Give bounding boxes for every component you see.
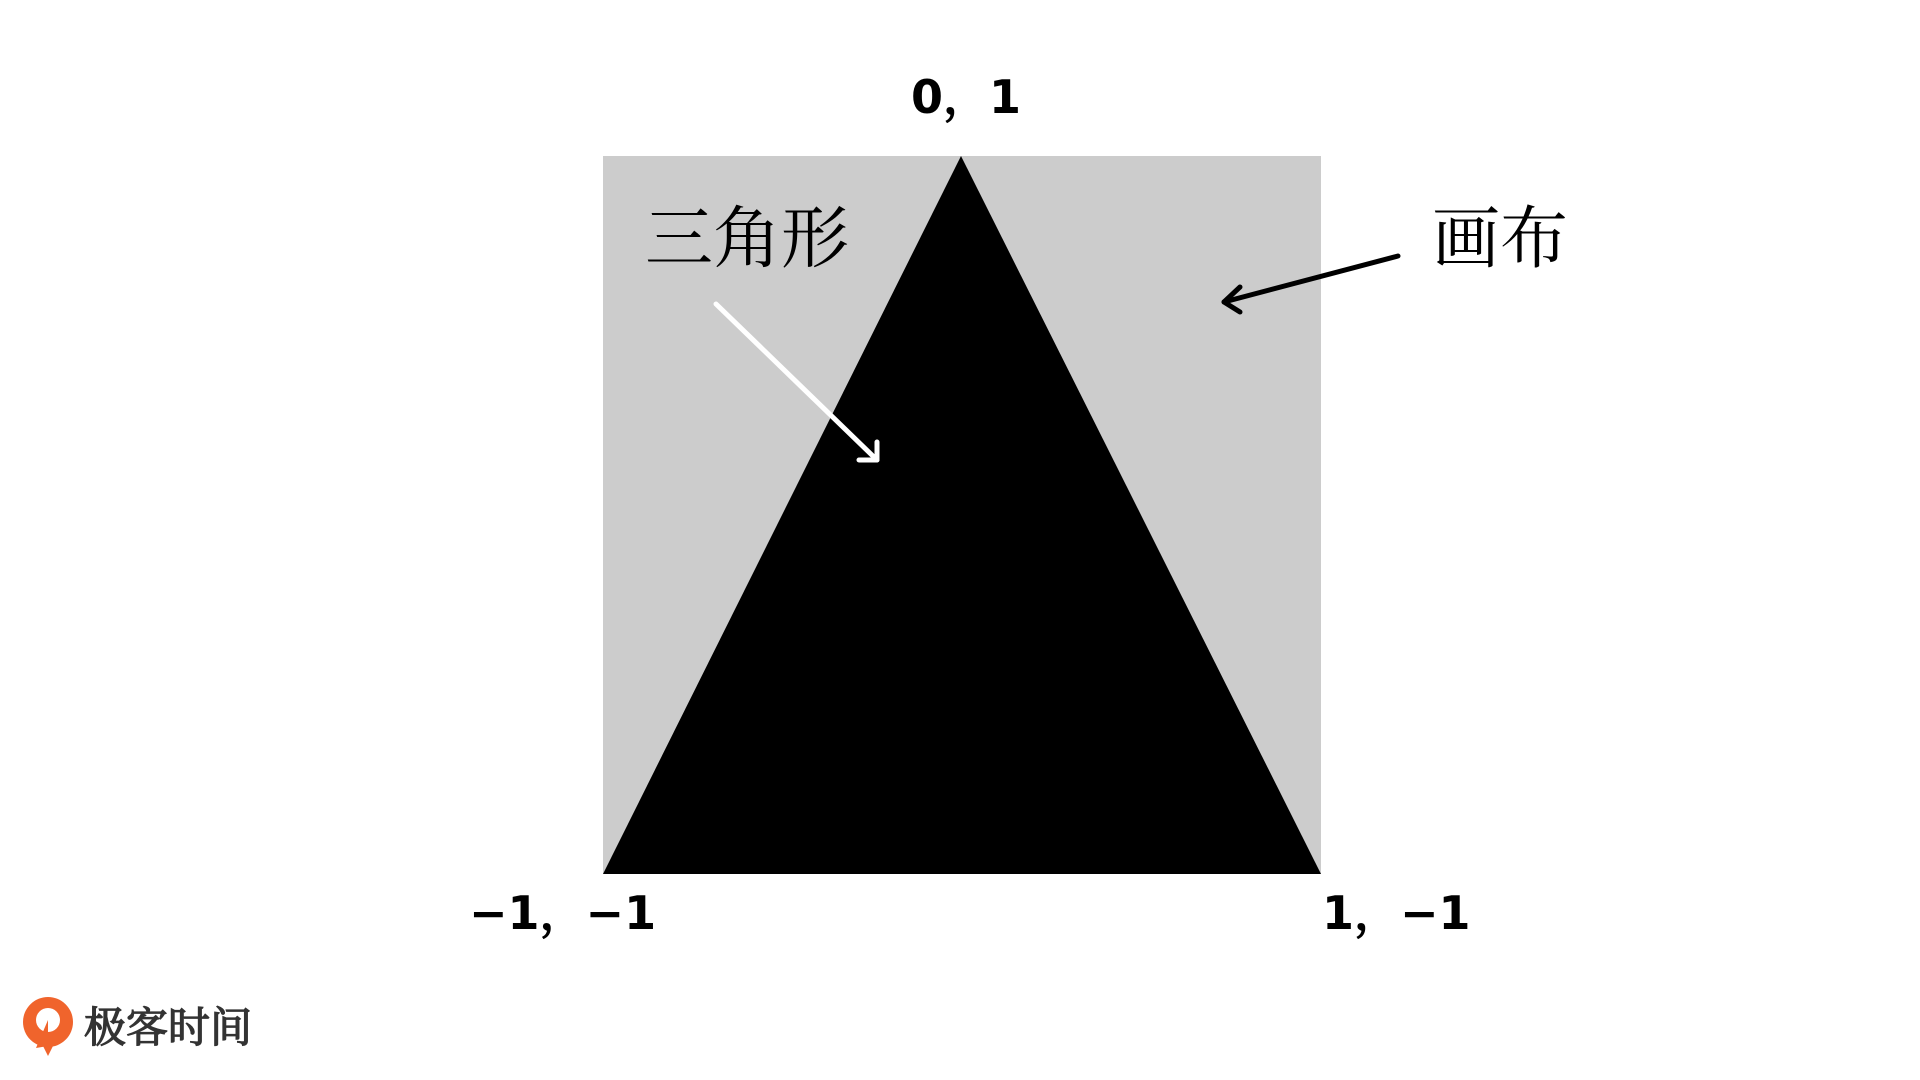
vertex-label-bottom-left: −1，−1 — [469, 886, 657, 940]
geektime-logo-icon — [23, 997, 73, 1056]
canvas-label: 画布 — [1432, 200, 1569, 279]
brand-name: 极客时间 — [84, 1003, 253, 1052]
vertex-label-bottom-right: 1，−1 — [1322, 886, 1471, 940]
brand-logo — [23, 997, 252, 1056]
triangle-label: 三角形 — [645, 200, 850, 279]
vertex-label-top: 0，1 — [910, 70, 1022, 124]
